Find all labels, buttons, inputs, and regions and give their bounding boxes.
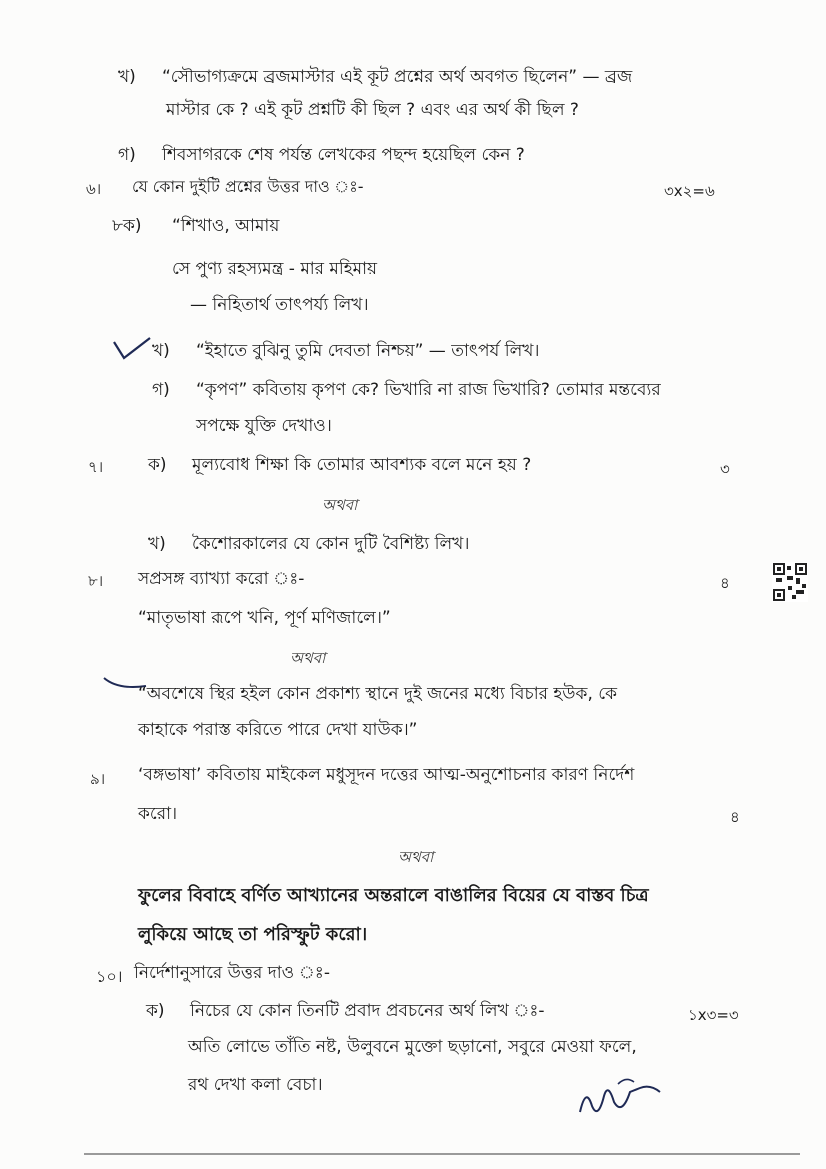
bottom-divider [84, 1153, 800, 1155]
qr-code-icon [772, 562, 808, 602]
q6-kha: খ) “ইহাতে বুঝিনু তুমি দেবতা নিশ্চয়” — তাৎপর্য লিখ। [152, 341, 540, 361]
q9-number: ৯। [90, 770, 106, 788]
q5-ga: গ) শিবসাগরকে শেষ পর্যন্ত লেখকের পছন্দ হয়েছিল কেন ? [118, 145, 525, 165]
q6-marks: ৩x২=৬ [664, 182, 715, 200]
q8-quote1: “মাতৃভাষা রূপে খনি, পূর্ণ মণিজালে।” [138, 608, 391, 628]
signature-icon [570, 1072, 670, 1128]
q8-quote2-line1: “অবশেষে স্থির হইল কোন প্রকাশ্য স্থানে দুই জনের মধ্যে বিচার হউক, কে [138, 684, 618, 704]
q9-line2: করো। [138, 804, 178, 824]
check-mark-icon [110, 334, 154, 364]
q9-line1: ‘বঙ্গভাষা’ কবিতায় মাইকেল মধুসূদন দত্তের আত্ম-অনুশোচনার কারণ নির্দেশ [138, 765, 635, 785]
q7-ka: ক) মূল্যবোধ শিক্ষা কি তোমার আবশ্যক বলে মনে হয় ? [148, 455, 532, 475]
q8-or: অথবা [290, 649, 326, 667]
q6-ka-line1: ৮ক) “শিখাও, আমায় [112, 216, 280, 236]
q7-kha: খ) কৈশোরকালের যে কোন দুটি বৈশিষ্ট্য লিখ। [148, 534, 470, 554]
q6-ga-line2: সপক্ষে যুক্তি দেখাও। [196, 416, 332, 436]
q5-kha-line1: খ) “সৌভাগ্যক্রমে ব্রজমাস্টার এই কূট প্রশ্নের অর্থ অবগত ছিলেন” — ব্রজ [118, 67, 633, 87]
q10-marks: ১x৩=৩ [688, 1006, 739, 1024]
q6-ka-line3: — নিহিতার্থ তাৎপর্য্য লিখ। [190, 295, 369, 315]
q7-number: ৭। [88, 458, 104, 476]
q8-marks: ৪ [720, 574, 730, 592]
q6-heading: যে কোন দুইটি প্রশ্নের উত্তর দাও ঃ- [132, 177, 364, 196]
q10-heading: নির্দেশানুসারে উত্তর দাও ঃ- [134, 963, 331, 983]
q7-marks: ৩ [720, 460, 730, 478]
q10-line2: রথ দেখা কলা বেচা। [188, 1075, 323, 1095]
q9-alt-line2: লুকিয়ে আছে তা পরিস্ফুট করো। [138, 924, 368, 945]
q9-marks: ৪ [730, 808, 740, 826]
q8-heading: সপ্রসঙ্গ ব্যাখ্যা করো ঃ- [138, 569, 305, 589]
q6-number: ৬। [86, 180, 102, 198]
q8-quote2-line2: কাহাকে পরাস্ত করিতে পারে দেখা যাউক।” [138, 720, 418, 740]
q8-number: ৮। [88, 572, 104, 590]
q10-number: ১০। [96, 967, 123, 986]
q6-ga-line1: গ) “কৃপণ” কবিতায় কৃপণ কে? ভিখারি না রাজ ভিখারি? তোমার মন্তব্যের [152, 380, 661, 400]
q7-or: অথবা [322, 496, 358, 514]
q10-line1: অতি লোভে তাঁতি নষ্ট, উলুবনে মুক্তো ছড়ানো, সবুরে মেওয়া ফলে, [188, 1037, 637, 1057]
q9-or: অথবা [398, 848, 434, 866]
q5-kha-line2: মাস্টার কে ? এই কূট প্রশ্নটি কী ছিল ? এবং এর অর্থ কী ছিল ? [166, 100, 579, 120]
q10-ka: ক) নিচের যে কোন তিনটি প্রবাদ প্রবচনের অর্থ লিখ ঃ- [146, 1001, 545, 1021]
q6-ka-line2: সে পুণ্য রহস্যমন্ত্র - মার মহিমায় [172, 259, 378, 279]
q9-alt-line1: ফুলের বিবাহে বর্ণিত আখ্যানের অন্তরালে বাঙালির বিয়ের যে বাস্তব চিত্র [138, 885, 649, 906]
